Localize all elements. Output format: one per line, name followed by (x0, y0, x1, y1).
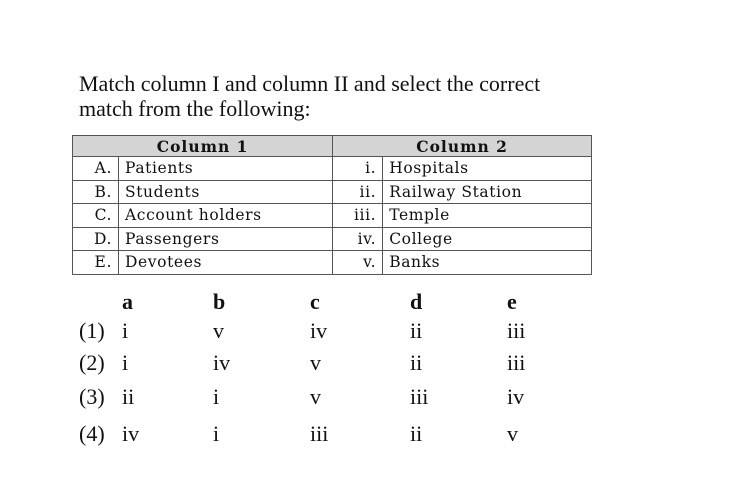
column-2-key: iv. (333, 227, 383, 251)
option-1-d: ii (410, 318, 423, 343)
column-1-key: E. (73, 251, 119, 275)
option-1-a: i (122, 318, 129, 343)
option-3-number[interactable]: (3) (79, 384, 105, 409)
question-line-2: match from the following: (79, 96, 311, 121)
question-line-1: Match column I and column II and select the correct (79, 71, 541, 96)
option-1-number[interactable]: (1) (79, 318, 105, 343)
column-1-value: Passengers (119, 227, 333, 251)
column-1-value: Patients (119, 157, 333, 181)
option-2-c: v (310, 350, 321, 375)
option-3-c: v (310, 384, 321, 409)
option-header-c: c (310, 289, 320, 314)
option-4-e: v (507, 421, 518, 446)
option-4-number[interactable]: (4) (79, 421, 105, 446)
option-4-c: iii (310, 421, 329, 446)
column-1-key: C. (73, 204, 119, 228)
option-3-b: i (213, 384, 220, 409)
column-1-value: Devotees (119, 251, 333, 275)
column-2-key: iii. (333, 204, 383, 228)
column-2-key: ii. (333, 180, 383, 204)
column-2-key: v. (333, 251, 383, 275)
option-2-d: ii (410, 350, 423, 375)
option-1-b: v (213, 318, 224, 343)
option-header-a: a (122, 289, 133, 314)
option-2-b: iv (213, 350, 231, 375)
column-1-header: Column 1 (73, 136, 333, 157)
column-1-key: A. (73, 157, 119, 181)
column-2-value: Temple (383, 204, 592, 228)
option-1-e: iii (507, 318, 526, 343)
column-2-header: Column 2 (333, 136, 592, 157)
option-3-a: ii (122, 384, 135, 409)
option-header-e: e (507, 289, 517, 314)
option-2-a: i (122, 350, 129, 375)
option-4-a: iv (122, 421, 140, 446)
column-1-value: Students (119, 180, 333, 204)
column-2-value: College (383, 227, 592, 251)
option-4-d: ii (410, 421, 423, 446)
column-1-key: D. (73, 227, 119, 251)
option-1-c: iv (310, 318, 328, 343)
option-2-number[interactable]: (2) (79, 350, 105, 375)
option-4-b: i (213, 421, 220, 446)
column-1-key: B. (73, 180, 119, 204)
column-2-value: Banks (383, 251, 592, 275)
option-header-b: b (213, 289, 226, 314)
option-3-e: iv (507, 384, 525, 409)
column-2-value: Railway Station (383, 180, 592, 204)
column-2-key: i. (333, 157, 383, 181)
option-header-d: d (410, 289, 423, 314)
option-2-e: iii (507, 350, 526, 375)
column-1-value: Account holders (119, 204, 333, 228)
column-2-value: Hospitals (383, 157, 592, 181)
option-3-d: iii (410, 384, 429, 409)
